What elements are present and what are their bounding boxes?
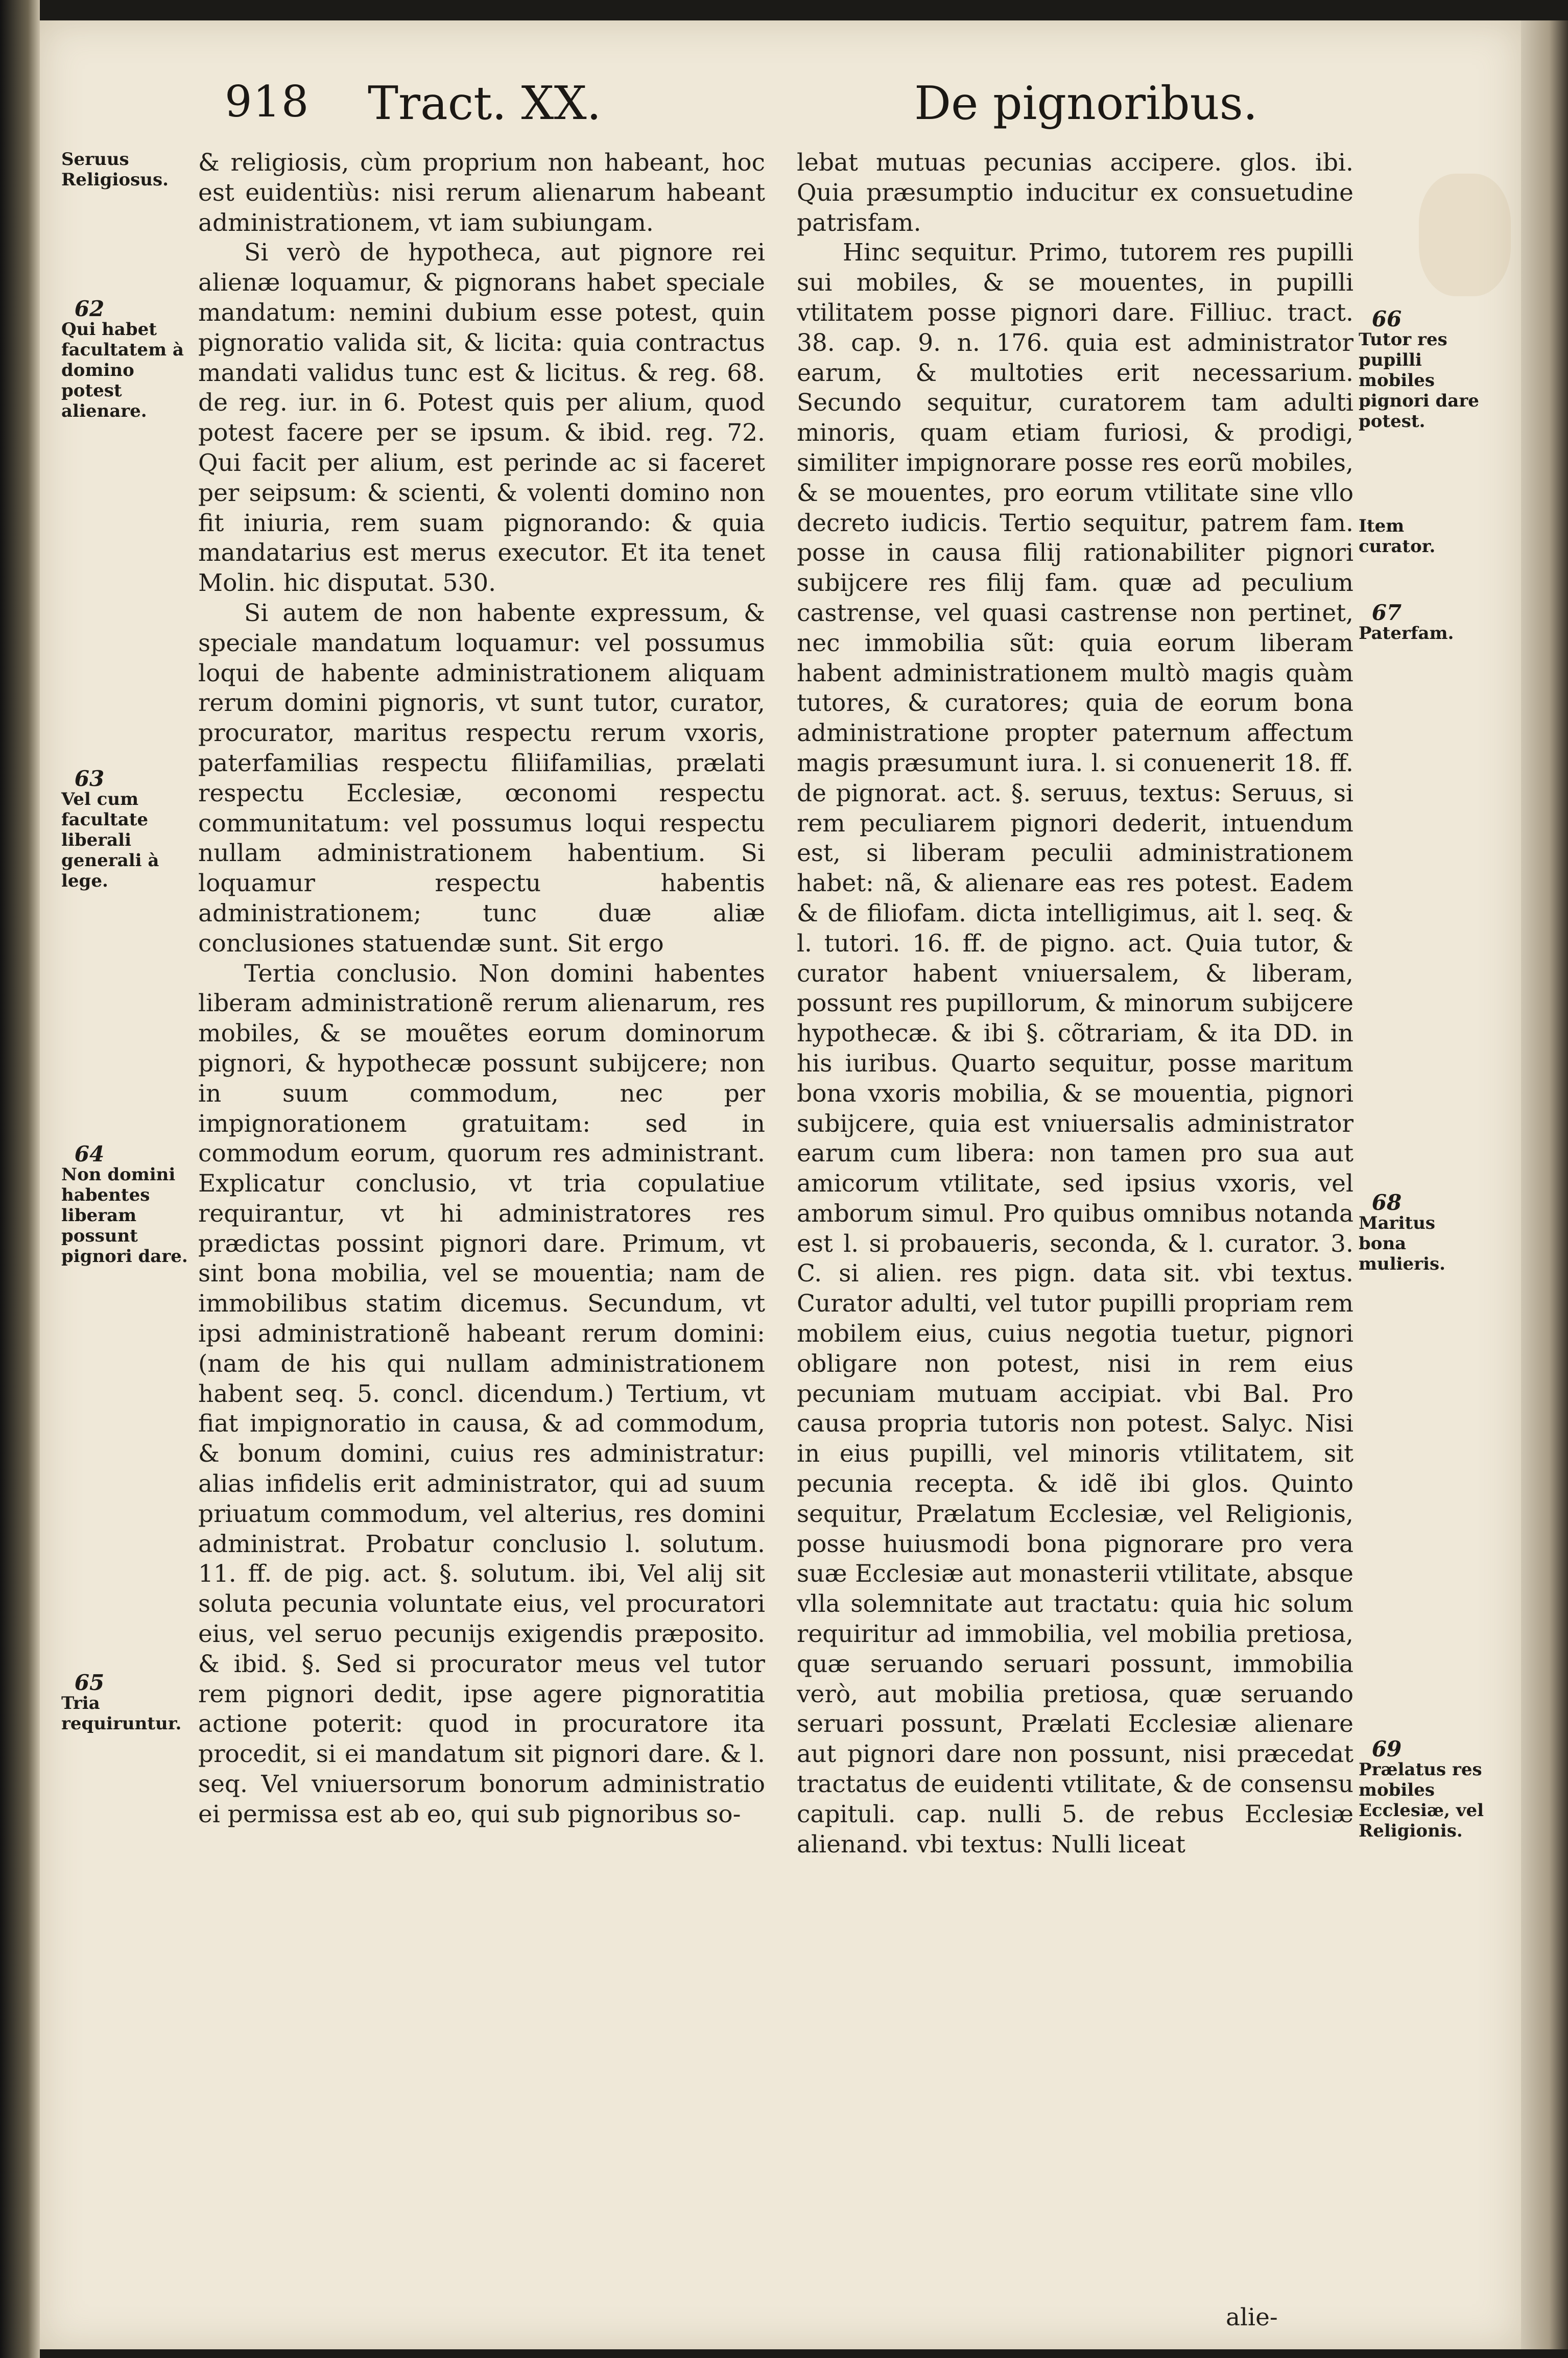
- margin-note: [1359, 306, 1486, 432]
- paragraph: & religiosis, cùm proprium non habeant, hoc est euidentiùs: nisi rerum alienarum habeant administrationem, vt iam subiungam.: [198, 149, 765, 237]
- next-page-edge: [1521, 20, 1568, 2349]
- margin-note: [61, 1141, 194, 1267]
- margin-note-text: Qui habet facultatem à domino potest alienare.: [61, 319, 184, 421]
- margin-note-number: 65: [74, 1670, 105, 1695]
- running-subject: De pignoribus.: [914, 77, 1258, 130]
- margin-note: [1359, 516, 1486, 557]
- margin-note: [61, 296, 194, 421]
- margin-note-text: Non domini habentes liberam possunt pignori dare.: [61, 1164, 188, 1267]
- margin-note: [1359, 1190, 1486, 1274]
- paragraph: Hinc sequitur. Primo, tutorem res pupilli sui mobiles, & se mouentes, in pupilli vtilitatem posse pignori dare. Filliuc. tract. 38. cap. 9. n. 176. quia est administrator earum, & multoties erit necessarium. Secundo sequitur, curatorem tam adulti minoris, quam etiam furiosi, & prodigi, similiter impignorare posse res eorũ mobiles, & se mouentes, pro eorum vtilitate sine vllo decreto iudicis. Tertio sequitur, patrem fam. posse in causa filij rationabiliter pignori subijcere res filij fam. quæ ad peculium castrense, vel quasi castrense non pertinet, nec immobilia sũt: quia eorum liberam habent administrationem multò magis quàm tutores, & curatores; quia de eorum bona administratione propter paternum affectum magis præsumunt iura. l. si conuenerit 18. ff. de pignorat. act. §. seruus, textus: Seruus, si rem peculiarem pignori dederit, intuendum est, si liberam peculii administrationem habet: nã, & alienare eas res potest. Eadem & de filiofam. dicta intelligimus, ait l. seq. & l. tutori. 16. ff. de pigno. act. Quia tutor, & curator habent vniuersalem, & liberam, possunt res pupillorum, & minorum subijcere hypothecæ. & ibi §. cõtrariam, & ita DD. in his iuribus. Quarto sequitur, posse maritum bona vxoris mobilia, & se mouentia, pignori subijcere, quia est vniuersalis administrator earum cum libera: non tamen pro sua aut amicorum vtilitate, sed ipsius vxoris, vel amborum simul. Pro quibus omnibus notanda est l. si probaueris, seconda, & l. curator. 3. C. si alien. res pign. data sit. vbi textus. Curator adulti, vel tutor pupilli propriam rem mobilem eius, cuius negotia tuetur, pignori obligare non potest, nisi in rem eius pecuniam mutuam accipiat. vbi Bal. Pro causa propria tutoris non potest. Salyc. Nisi in eius pupilli, vel minoris vtilitatem, sit pecunia recepta. & idẽ ibi glos. Quinto sequitur, Prælatum Ecclesiæ, vel Religionis, posse huiusmodi bona pignorare pro vera suæ Ecclesiæ aut monasterii vtilitate, absque vlla solemnitate aut tractatu: quia hic solum requiritur ad immobilia, vel mobilia pretiosa, quæ seruando seruari possunt, immobilia verò, aut mobilia pretiosa, quæ seruando seruari possunt, Prælati Ecclesiæ alienare aut pignori dare non possunt, nisi præcedat tractatus de euidenti vtilitate, & de consensu capituli. cap. nulli 5. de rebus Ecclesiæ alienand. vbi textus: Nulli liceat: [797, 239, 1353, 1859]
- margin-note: [61, 149, 194, 190]
- left-text-column: [198, 148, 765, 2257]
- margin-note-number: 63: [74, 766, 105, 791]
- paragraph: Si autem de non habente expressum, & speciale mandatum loquamur: vel possumus loqui de habente administrationem aliquam rerum domini pignoris, vt sunt tutor, curator, procurator, maritus respectu rerum vxoris, paterfamilias respectu filiifamilias, prælati respectu Ecclesiæ, œconomi respectu communitatum: vel possumus loqui respectu nullam administrationem habentium. Si loquamur respectu habentis administrationem; tunc duæ aliæ conclusiones statuendæ sunt. Sit ergo: [198, 599, 765, 958]
- margin-note-text: Paterfam.: [1359, 623, 1454, 644]
- paper-stain: [1419, 174, 1511, 296]
- margin-note: [61, 766, 194, 891]
- margin-note-number: 67: [1371, 600, 1402, 625]
- margin-note-text: Item curator.: [1359, 516, 1436, 557]
- catchword: alie-: [1226, 2303, 1278, 2331]
- margin-note-text: Tutor res pupilli mobiles pignori dare potest.: [1359, 329, 1479, 432]
- margin-note-number: 62: [74, 296, 105, 321]
- margin-note-number: 66: [1371, 306, 1402, 331]
- paragraph: Tertia conclusio. Non domini habentes liberam administrationẽ rerum alienarum, res mobiles, & se mouẽtes eorum dominorum pignori, & hypothecæ possunt subijcere; non in suum commodum, nec per impignorationem gratuitam: sed in commodum eorum, quorum res administrant. Explicatur conclusio, vt tria copulatiue requirantur, vt hi administratores res prædictas possint pignori dare. Primum, vt sint bona mobilia, vel se mouentia; nam de immobilibus statim dicemus. Secundum, vt ipsi administrationẽ habeant rerum domini: (nam de his qui nullam administrationem habent seq. 5. concl. dicendum.) Tertium, vt fiat impignoratio in causa, & ad commodum, & bonum domini, cuius res administratur: alias infidelis erit administrator, qui ad suum priuatum commodum, vel alterius, res domini administrat. Probatur conclusio l. solutum. 11. ff. de pig. act. §. solutum. ibi, Vel alij sit soluta pecunia voluntate eius, vel procuratori eius, vel seruo pecunijs exigendis præposito. & ibid. §. Sed si procurator meus vel tutor rem pignori dedit, ipse agere pignoratitia actione poterit: quod in procuratore ita procedit, si ei mandatum sit pignori dare. & l. seq. Vel vniuersorum bonorum administratio ei permissa est ab eo, qui sub pignoribus so-: [198, 959, 765, 1828]
- margin-note-number: 69: [1371, 1736, 1402, 1761]
- margin-note-number: 64: [74, 1141, 105, 1166]
- margin-note: [1359, 600, 1486, 644]
- page-number: 918: [225, 77, 310, 127]
- book-gutter-shadow: [0, 0, 40, 2358]
- margin-note-text: Prælatus res mobiles Ecclesiæ, vel Religionis.: [1359, 1759, 1484, 1841]
- margin-note: [61, 1670, 194, 1734]
- paragraph: lebat mutuas pecunias accipere. glos. ibi. Quia præsumptio inducitur ex consuetudine patrisfam.: [797, 149, 1353, 237]
- margin-note: [1359, 1736, 1486, 1841]
- margin-note-text: Tria requiruntur.: [61, 1693, 182, 1734]
- right-text-column: [797, 148, 1353, 2242]
- page-header: [0, 77, 1568, 148]
- margin-note-text: Seruus Religiosus.: [61, 149, 169, 190]
- margin-note-text: Vel cum facultate liberali generali à lege.: [61, 789, 159, 891]
- margin-note-text: Maritus bona mulieris.: [1359, 1213, 1445, 1274]
- running-title: Tract. XX.: [368, 77, 602, 130]
- margin-note-number: 68: [1371, 1190, 1402, 1215]
- paragraph: Si verò de hypotheca, aut pignore rei alienæ loquamur, & pignorans habet speciale mandatum: nemini dubium esse potest, quin pignoratio valida sit, & licita: quia contractus mandati validus tunc est & licitus. & reg. 68. de reg. iur. in 6. Potest quis per alium, quod potest facere per se ipsum. & ibid. reg. 72. Qui facit per alium, est perinde ac si faceret per seipsum: & scienti, & volenti domino non fit iniuria, rem suam pignorando: & quia mandatarius est merus executor. Et ita tenet Molin. hic disputat. 530.: [198, 239, 765, 598]
